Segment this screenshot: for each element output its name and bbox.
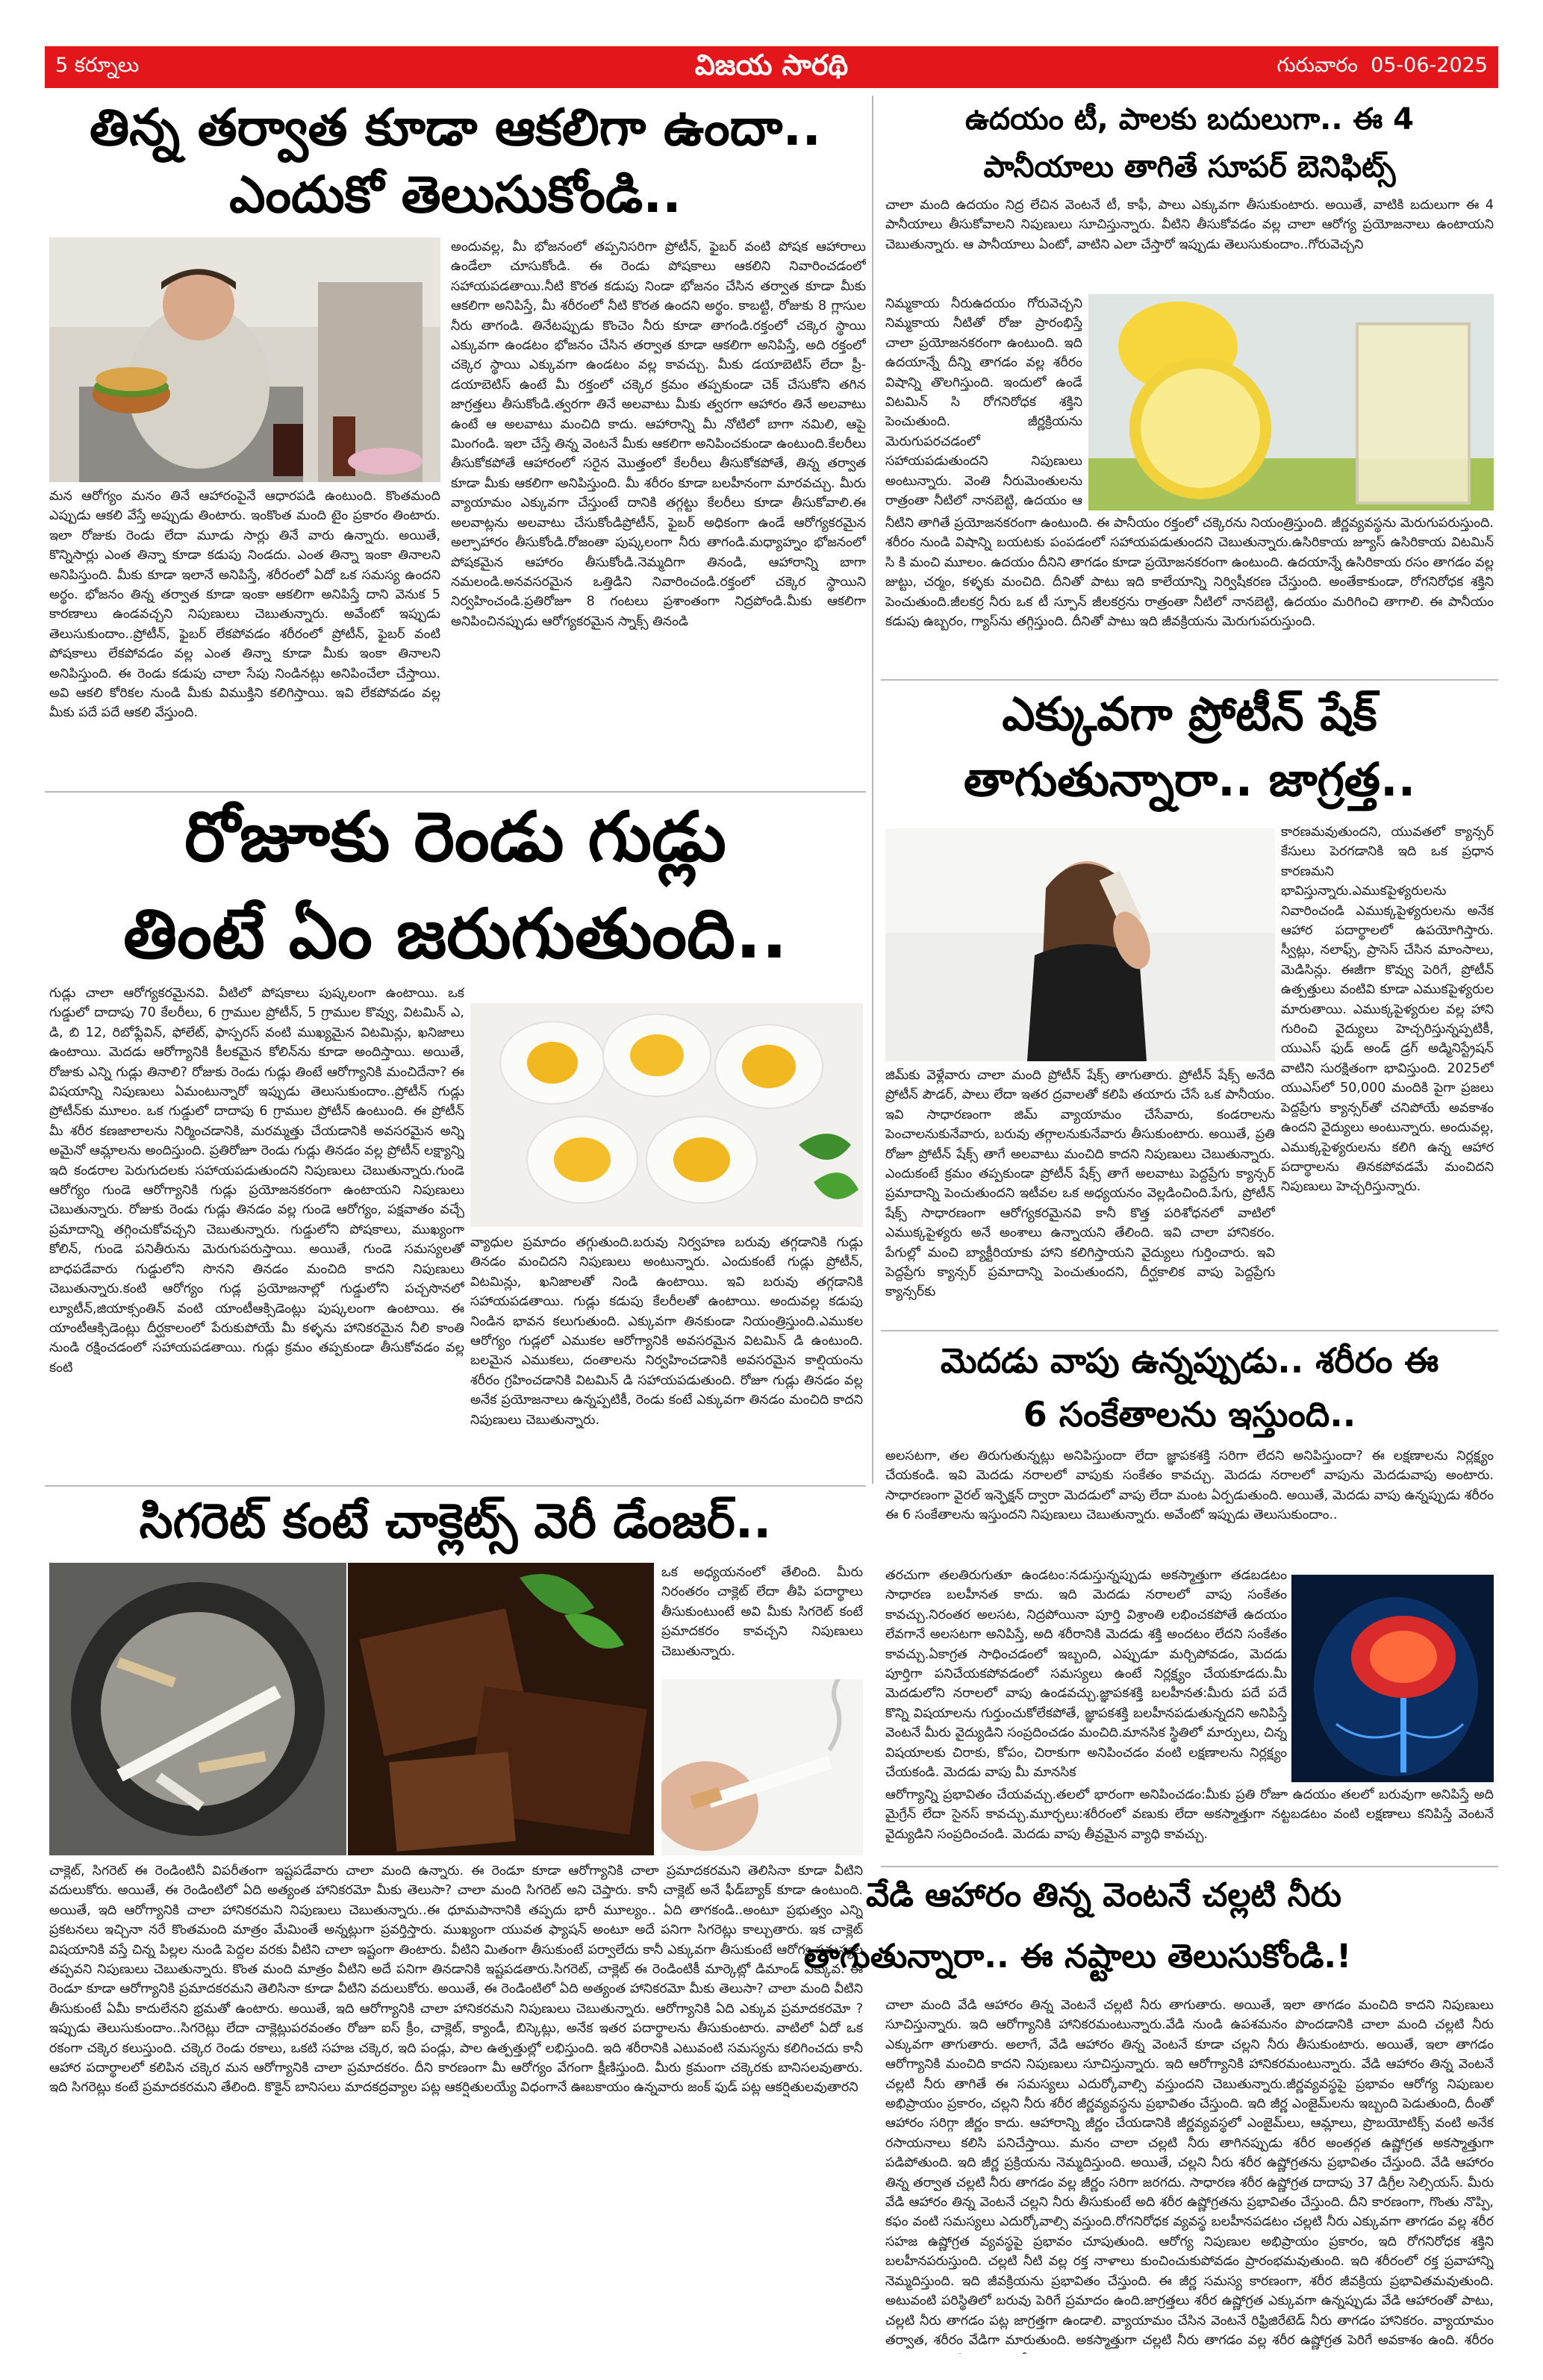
eggs-headline-2: తింటే ఏం జరుగుతుంది.. [123,894,788,974]
masthead [45,46,1498,88]
section-rule [881,1330,1498,1331]
newspaper-title: విజయ సారథి [694,49,849,81]
page-label: 5 కర్నూలు [55,54,140,77]
brain-body-left: తరచుగా తలతిరుగుతూ ఉండటం:నడుస్తున్నప్పుడు అకస్మాత్తుగా తడబడటం సాధారణ బలహీనత కాదు. ఇది మెదడు నరాలలో వాపు సంకేతం కావచ్చు.నిరంతర అలసట, నిద్రపోయినా పూర్తి విశ్రాంతి లభించకపోతే ఉదయం లేవగానే అలసటగా అనిపిస్తే, అది శరీరానికి మెదడు శక్తి అందటం లేదని సంకేతం కావచ్చు.ఏకాగ్రత సాధించడంలో ఇబ్బంది, ఎప్పుడూ మర్చిపోవడం, మెదడు పూర్తిగా పనిచేయకపోవడంలో సమస్యలు ఉంటే నిర్లక్ష్యం చేయకూడదు.మీ మెదడులోని నరాలలో వాపు ఉండవచ్చు.జ్ఞాపకశక్తి బలహీనత:మీరు పదే పదే కొన్ని విషయాలను గుర్తుంచుకోలేకపోతే, జ్ఞాపకశక్తి బలహీనపడుతున్నదని అనిపిస్తే వెంటనే మీరు వైద్యుడిని సంప్రదించడం మంచిది.మానసిక స్థితిలో మార్పులు, చిన్న విషయాలకు చిరాకు, కోపం, చిరాకుగా అనిపించడం వంటి లక్షణాలను నిర్లక్ష్యం చేయకండి. మెదడు వాపు మీ మానసిక [885,1568,1287,1781]
drinks-headline-1: ఉదయం టీ, పాలకు బదులుగా.. ఈ 4 [964,102,1414,137]
eggs-headline-1: రోజూకు రెండు గుడ్లు [184,797,726,877]
protein-headline-2: తాగుతున్నారా.. జాగ్రత్త.. [963,752,1416,807]
brain-inflammation-illustration [1291,1575,1494,1782]
woman-drinking-photo [885,828,1275,1061]
protein-headline-1: ఎక్కువగా ప్రోటీన్ షేక్ [1002,687,1377,741]
section-rule [881,1866,1498,1867]
section-rule [881,679,1498,681]
section-rule [45,1485,866,1487]
protein-body-right: కారణమవుతుందని, యువతలో క్యాన్సర్ కేసులు పెరగడానికి ఇది ఒక ప్రధాన కారణమని భావిస్తున్నారు.ఎముకపైళ్యరులను నివారించండి ఎముక్కపైళ్యరులను అనేక ఆహార పదార్థాలలో ఉపయోగిస్తారు. స్వీట్లు, నలాఫ్స్, ప్రాసెస్ చేసిన మాంసాలు, మెడిసిన్లు. ఈజీగా కొవ్వు పెరిగే, ప్రోటీన్ ఉత్పత్తులు వంటివి కూడా ఎముకపైళ్యరుల మారుతాయి. ఎముక్కపైళ్యరుల వల్ల హాని గురించి వైద్యులు హెచ్చరిస్తున్నప్పటికీ, యుఎస్ ఫుడ్ అండ్ డ్రగ్ అడ్మినిస్ట్రేషన్ వాటిని సురక్షితంగా భావిస్తుంది. 2025లో యుఎస్‌లో 50,000 మందికి పైగా ప్రజలు పెద్దప్రేగు క్యాన్సర్‌తో చనిపోయే అవకాశం ఉందని వైద్యులు అంటున్నారు. అందువల్ల, ఎముక్కపైళ్యరులను కలిగి ఉన్న ఆహార పదార్థాలను తినకపోవడమే మంచిదని నిపుణులు హెచ్చరిస్తున్నారు. [1281,825,1494,1195]
column-rule [872,96,873,1484]
chocolate-headline: సిగరెట్ కంటే చాక్లెట్స్ వెరీ డేంజర్.. [139,1494,772,1549]
brain-body-bottom: ఆరోగ్యాన్ని ప్రభావితం చేయవచ్చు.తలలో భారంగా అనిపించడం:మీకు ప్రతి రోజూ ఉదయం తలలో బరువుగా అనిపిస్తే అది మైగ్రేన్ లేదా సైనస్ కావచ్చు.మూర్ఛలు:శరీరంలో వణుకు లేదా అకస్మాత్తుగా నట్టబడటం వంటి లక్షణాలు కనిపిస్తే వెంటనే వైద్యుడిని సంప్రదించండి. మెదడు వాపు తీవ్రమైన వ్యాధి కావచ్చు. [885,1787,1494,1842]
brain-headline-1: మెదడు వాపు ఉన్నప్పుడు.. శరీరం ఈ [940,1340,1439,1381]
brain-headline-2: 6 సంకేతాలను ఇస్తుంది.. [1023,1394,1356,1434]
chocolate-side-text: ఒక అధ్యయనంలో తేలింది. మీరు నిరంతరం చాక్లెట్ లేదా తీపి పదార్థాలు తీసుకుంటుంటే అవి మీకు సిగరెట్ కంటే ప్రమాదకరం కావచ్చని నిపుణులు చెబుతున్నారు. [661,1565,863,1659]
chocolate-pieces-photo [348,1563,654,1855]
cold-water-headline-2: తాగుతున్నారా.. ఈ నష్టాలు తెలుసుకోండి.! [803,1937,1352,1975]
brain-body-top: అలసటగా, తల తిరుగుతున్నట్లు అనిపిస్తుందా లేదా జ్ఞాపకశక్తి సరిగా లేదని అనిపిస్తుందా? ఈ లక్షణాలను నిర్లక్ష్యం చేయకండి. ఇవి మెదడు నరాలలో వాపుకు సంకేతం కావచ్చు. మెదడు నరాలలో వాపును మెదడువాపు అంటారు. సాధారణంగా వైరల్ ఇన్ఫెక్షన్ ద్వారా మెదడులో వాపు లేదా మంట ఏర్పడుతుంది. అయితే, మెదడు వాపు ఉన్నప్పుడు శరీరం ఈ 6 సంకేతాలను ఇస్తుందని నిపుణులు చెబుతున్నారు. అవేంటో ఇప్పుడు తెలుసుకుందాం.. [885,1449,1494,1523]
lemon-water-photo [1088,294,1494,510]
drinks-body-left: నిమ్మకాయ నీరుఉదయం గోరువెచ్చని నిమ్మకాయ నీటితో రోజు ప్రారంభిస్తే చాలా ప్రయోజనకరంగా ఉంటుంది. ఇది ఉదయాన్నే దీన్ని తాగడం వల్ల శరీరం విషాన్ని తొలగిస్తుంది. ఇందులో ఉండే విటమిన్ సి రోగనిరోధక శక్తిని పెంచుతుంది. జీర్ణక్రియను మెరుగుపరచడంలో సహాయపడుతుందని నిపుణులు అంటున్నారు. వెంతి నీరుమెంతులను రాత్రంతా నీటిలో నానబెట్టి, ఉదయం ఆ [885,296,1082,509]
hunger-body-right: అందువల్ల, మీ భోజనంలో తప్పనిసరిగా ప్రోటీన్, ఫైబర్ వంటి పోషక ఆహారాలు ఉండేలా చూసుకోండి. ఈ రెండు పోషకాలు ఆకలిని నివారించడంలో సహాయపడతాయి.నీటి కొరత కడుపు నిండా భోజనం చేసిన తర్వాత కూడా మీకు ఆకలిగా అనిపిస్తే, మీ శరీరంలో నీటి కొరత ఉందని అర్థం. కాబట్టి, రోజుకు 8 గ్లాసుల నీరు తాగండి. తినేటప్పుడు కొంచెం నీరు కూడా తాగండి.రక్తంలో చక్కెర స్థాయి ఎక్కువగా ఉండటం భోజనం చేసిన తర్వాత కూడా ఆకలిగా అనిపిస్తే, అది రక్తంలో చక్కెర స్థాయి ఎక్కువగా ఉండటం వల్ల కావచ్చు. మీకు డయాబెటిస్ లేదా ప్రీ-డయాబెటిస్ ఉంటే మీ రక్తంలో చక్కెర క్రమం తప్పకుండా చెక్ చేసుకోని తగిన జాగ్రత్తలు తీసుకోండి.త్వరగా తినే అలవాటు మీకు త్వరగా ఆహారం తినే అలవాటు ఉంటే ఆ అలవాటు మంచిది కాదు. ఆహారాన్ని మీ నోటిలో బాగా నమిలి, ఆపై మింగండి. ఇలా చేస్తే తిన్న వెంటనే మీకు ఆకలిగా అనిపించకుండా ఉంటుంది.కేలరీలు తీసుకోకపోతే ఆహారంలో సరైన మొత్తంలో కేలరీలు తీసుకోకపోతే, తిన్న తర్వాత కూడా మీకు ఆకలిగా అనిపిస్తుంది. మీ శరీరం కూడా బలహీనంగా మారవచ్చు. మీరు వ్యాయామం ఎక్కువగా చేస్తుంటే దానికి తగ్గట్టు కేలరీలు కూడా తీసుకోవాలి.ఈ అలవాట్లను అలవాటు చేసుకోండిప్రోటీన్, ఫైబర్ అధికంగా ఉండే ఆరోగ్యకరమైన అల్పాహారం తీసుకోండి.రోజంతా పుష్కలంగా నీరు తాగండి.మధ్యాహ్నం భోజనంలో పోషకమైన ఆహారం తీసుకోండి.నెమ్మదిగా తినండి, ఆహారాన్ని బాగా నమలండి.అనవసరమైన ఒత్తిడిని నివారించండి.రక్తంలో చక్కెర స్థాయిని నిర్వహించండి.ప్రతిరోజూ 8 గంటలు ప్రశాంతంగా నిద్రపోండి.మీకు ఆకలిగా అనిపించినప్పుడు ఆరోగ్యకరమైన స్నాక్స్ తినండి [451,240,866,629]
boiled-eggs-photo [470,1003,863,1227]
drinks-body-top: చాలా మంది ఉదయం నిద్ర లేచిన వెంటనే టీ, కాఫీ, పాలు ఎక్కువగా తీసుకుంటారు. అయితే, వాటికి బదులుగా ఈ 4 పానీయాలు తీసుకోవాలని నిపుణులు సూచిస్తున్నారు. వీటిని తీసుకోవడం వల్ల చాలా ఆరోగ్య ప్రయోజనాలు ఉంటాయని చెబుతున్నారు. ఆ పానీయాలు ఏంటో, వాటిని ఎలా చేస్తారో ఇప్పుడు తెలుసుకుందాం..గోరువెచ్చని [885,198,1494,252]
cold-water-headline-1-visible: వేడి ఆహారం తిన్న వెంటనే చల్లటి నీరు [865,1876,1342,1914]
hunger-body-left: మన ఆరోగ్యం మనం తినే ఆహారంపైనే ఆధారపడి ఉంటుంది. కొంతమంది ఎప్పుడు ఆకలి వేస్తే అప్పుడు తింటారు. ఇంకొంత మంది టైం ప్రకారం తింటారు. ఇలా రోజుకు రెండు లేదా మూడు సార్లు తినే వారు ఉన్నారు. అయితే, కొన్నిసార్లు ఎంత తిన్నా కూడా కడుపు నిండదు. ఎంత తిన్నా ఇంకా తినాలని అనిపిస్తుంది. మీకు కూడా ఇలానే అనిపిస్తే, శరీరంలో ఏదో ఒక సమస్య ఉందని అర్థం. భోజనం తిన్న తర్వాత కూడా ఇంకా ఆకలిగా అనిపిస్తే దాని వెనుక 5 కారణాలు ఉండవచ్చని నిపుణులు చెబుతున్నారు. అవేంటో ఇప్పుడు తెలుసుకుందాం..ప్రోటీన్, ఫైబర్ లేకపోవడం శరీరంలో ప్రోటీన్, ఫైబర్ వంటి పోషకాలు లేకపోవడం వల్ల ఎంత తిన్నా కూడా మీకు ఇంకా తినాలని అనిపిస్తుంది. ఈ రెండు కడుపు చాలా సేపు నిండినట్లు అనిపించేలా చేస్తాయి. అవి ఆకలి కోరికల నుండి మీకు విముక్తిని కలిగిస్తాయి. ఇవి లేకపోవడం వల్ల మీకు పదే పదే ఆకలి వేస్తుంది. [49,489,440,721]
eggs-body-left: గుడ్లు చాలా ఆరోగ్యకరమైనవి. వీటిలో పోషకాలు పుష్కలంగా ఉంటాయి. ఒక గుడ్డులో దాదాపు 70 కేలరీలు, 6 గ్రాముల ప్రోటీన్, 5 గ్రాముల కొవ్వు, విటమిన్ ఎ, డి, బి 12, రిబోఫ్లేవిన్, ఫోలేట్, ఫాస్పరస్ వంటి ముఖ్యమైన విటమిన్లు, ఖనిజాలు ఉంటాయి. మెదడు ఆరోగ్యానికి కీలకమైన కోలిన్‌ను కూడా అందిస్తాయి. అయితే, రోజుకు ఎన్ని గుడ్లు తినాలి? రోజుకు రెండు గుడ్లు తింటే ఆరోగ్యానికి మంచిదేనా? ఈ విషయాన్ని నిపుణులు ఏమంటున్నారో ఇప్పుడు తెలుసుకుందాం..ప్రోటీన్ గుడ్లు ప్రోటీన్‌కు మూలం. ఒక గుడ్డులో దాదాపు 6 గ్రాముల ప్రోటీన్ ఉంటుంది. ఈ ప్రోటీన్ మీ శరీర కణజాలాలను నిర్మించడానికి, మరమ్మత్తు చేయడానికి అవసరమైన అన్ని అమైనో ఆమ్లాలను అందిస్తుంది. ప్రతిరోజూ రెండు గుడ్లు తినడం వల్ల ప్రోటీన్ లక్ష్యాన్ని ఇది కండరాల పెరుగుదలకు సహాయపడుతుందని నిపుణులు చెబుతున్నారు.గుండె ఆరోగ్యం గుండె ఆరోగ్యానికి గుడ్లు ప్రయోజనకరంగా ఉంటాయని నిపుణులు చెబుతున్నారు. రోజుకు రెండు గుడ్లు తినడం వల్ల గుండె ఆరోగ్యం, పక్షవాతం వచ్చే ప్రమాదాన్ని తగ్గించుకోవచ్చని చెబుతున్నారు. గుడ్డులోని పోషకాలు, ముఖ్యంగా కోలిన్, గుండె పనితీరును మెరుగుపరుస్తాయి. అయితే, గుండె సమస్యలతో బాధపడేవారు గుడ్డులోని సొనని తినడం మంచిది కాదని నిపుణులు చెబుతున్నారు.కంటి ఆరోగ్యం గుడ్ల ప్రయోజనాల్లో గుడ్డులోని పచ్చసొనలో ల్యూటీన్,జియాక్సంతిన్ వంటి యాంటీఆక్సిడెంట్లు పుష్కలంగా ఉంటాయి. ఈ యాంటీఆక్సిడెంట్లు దీర్ఘకాలంలో పేరుకుపోయే మీ కళ్ళను హానికరమైన నీలి కాంతి నుండి రక్షించడంలో సహాయపడతాయి. గుడ్లు క్రమం తప్పకుండా తీసుకోవడం వల్ల కంటి [49,986,464,1375]
section-rule [45,791,866,793]
drinks-body-bottom: నీటిని తాగితే ప్రయోజనకరంగా ఉంటుంది. ఈ పానీయం రక్తంలో చక్కెరను నియంత్రిస్తుంది. జీర్ణవ్యవస్థను మెరుగుపరుస్తుంది. శరీరం నుండి విషాన్ని బయటకు పంపడంలో సహాయపడుతుందని చెబుతున్నారు.ఉసిరికాయ జ్యూస్ ఉసిరికాయ విటమిన్ సి కి మంచి మూలం. ఉదయం దీనిని తాగడం కూడా ప్రయోజనకరంగా ఉంటుంది. ఉదయాన్నే ఉసిరికాయ రసం తాగడం వల్ల జుట్టు, చర్మం, కళ్ళకు మంచిది. దీనితో పాటు ఇది కాలేయాన్ని నిర్విషీకరణ చేస్తుంది. అంతేకాకుండా, రోగనిరోధక శక్తిని పెంచుతుంది.జీలకర్ర నీరు ఒక టీ స్పూన్ జీలకర్రను రాత్రంతా నీటిలో నానబెట్టి, ఉదయం మరిగించి తాగాలి. ఈ పానీయం కడుపు ఉబ్బరం, గ్యాస్‌ను తగ్గిస్తుంది. దీనితో పాటు ఇది జీవక్రియను మెరుగుపరుస్తుంది. [885,516,1494,630]
cold-water-body: చాలా మంది వేడి ఆహారం తిన్న వెంటనే చల్లటి నీరు తాగుతారు. అయితే, ఇలా తాగడం మంచిది కాదని నిపుణులు సూచిస్తున్నారు. ఇది ఆరోగ్యానికి హానికరమంటున్నారు.వేడి నుండి ఉపశమనం పొందడానికి చాలా మంది చల్లటి నీరు ఎక్కువగా తాగుతారు. అలాగే, వేడి ఆహారం తిన్న వెంటనే కూడా చల్లని నీరు తీసుకుంటారు. అయితే, ఇలా తాగడం ఆరోగ్యానికి మంచిది కాదని నిపుణులు సూచిస్తున్నారు. ఇది ఆరోగ్యానికి హానికరమంటున్నారు. వేడి ఆహారం తిన్న వెంటనే చల్లటి నీరు తాగితే ఈ సమస్యలు ఎదుర్కోవాల్సి వస్తుందని చెబుతున్నారు.జీర్ణవ్యవస్థపై ప్రభావం ఆరోగ్య నిపుణుల అభిప్రాయం ప్రకారం, చల్లని నీరు శరీర జీర్ణవ్యవస్థను ప్రభావితం చేస్తుంది. ఇది జీర్ణ ఎంజైమ్‌లను ఇబ్బంది పెడుతుంది, దీంతో ఆహారం సరిగ్గా జీర్ణం కాదు. ఆహారాన్ని జీర్ణం చేయడానికి జీర్ణవ్యవస్థలో ఎంజైమ్‌లు, ఆమ్లాలు, ప్రొబయోటిక్స్ వంటి అనేక రసాయనాలు కలిసి పనిచేస్తాయి. మనం చాలా చల్లటి నీరు తాగినప్పుడు శరీర అంతర్గత ఉష్ణోగ్రత అకస్మాత్తుగా పడిపోతుంది. ఇది జీర్ణ ప్రక్రియను నెమ్మదిస్తుంది. అయితే, చల్లని నీరు శరీర ఉష్ణోగ్రతను ప్రభావితం చేస్తుంది. వేడి ఆహారం తిన్న తర్వాత చల్లటి నీరు తాగడం వల్ల జీర్ణం సరిగా జరగదు. సాధారణ శరీర ఉష్ణోగ్రత దాదాపు 37 డిగ్రీల సెల్సియస్. మీరు వేడి ఆహారం తిన్న వెంటనే చల్లని నీరు తీసుకుంటే అది శరీర ఉష్ణోగ్రతను ప్రభావితం చేస్తుంది. దీని కారణంగా, గొంతు నొప్పి, కఫం వంటి సమస్యలు ఎదుర్కోవాల్సి వస్తుంది.రోగనిరోధక వ్యవస్థ బలహీనపడటం చల్లటి నీరు ఎక్కువగా తాగడం వల్ల శరీర సహజ ఉష్ణోగ్రత వ్యవస్థపై ప్రభావం చూపుతుంది. ఆరోగ్య నిపుణుల అభిప్రాయం ప్రకారం, ఇది రోగనిరోధక శక్తిని బలహీనపరుస్తుంది. చల్లటి నీటి వల్ల రక్త నాళాలు కుంచించుకుపోవడం ప్రారంభమవుతుంది. ఇది శరీరంలో రక్త ప్రవాహాన్ని నెమ్మదిస్తుంది. ఇది జీవక్రియను ప్రభావితం చేస్తుంది. ఈ జీర్ణ సమస్య కారణంగా, శరీర జీవక్రియ ప్రభావితమవుతుంది. అటువంటి పరిస్థితిలో బరువు పెరిగే ప్రమాదం ఉంది.జాగ్రత్తలు శరీర ఉష్ణోగ్రత ఎక్కువగా ఉన్నప్పుడు వేడి ఆహారంతో పాటు, చల్లటి నీరు తాగడం పట్ల జాగ్రత్తగా ఉండాలి. వ్యాయామం చేసిన వెంటనే రిఫ్రిజిరేటెడ్ నీరు తాగడం హానికరం. వ్యాయామం తర్వాత, శరీరం వేడిగా మారుతుంది. అకస్మాత్తుగా చల్లటి నీరు తాగడం వల్ల శరీర ఉష్ణోగ్రత పెరిగే అవకాశం ఉంది. శరీరం [885,1998,1494,2348]
cigarette-ashtray-photo [49,1563,346,1855]
man-eating-photo [49,237,440,482]
eggs-body-right: వ్యాధుల ప్రమాదం తగ్గుతుంది.బరువు నిర్వహణ బరువు తగ్గడానికి గుడ్లు తినడం మంచిదని నిపుణులు అంటున్నారు. ఎందుకంటే గుడ్లు ప్రోటీన్, విటమిన్లు, ఖనిజాలతో నిండి ఉంటాయి. ఇవి బరువు తగ్గడానికి సహాయపడతాయి. గుడ్లు కడుపు కేలరీలతో ఉంటాయి. అందువల్ల కడుపు నిండిన భావన కలుగుతుంది. ఎక్కువగా తినకుండా నియంత్రిస్తుంది.ఎముకల ఆరోగ్యం గుడ్లలో ఎముకల ఆరోగ్యానికి అవసరమైన విటమిన్ డి ఉంటుంది. బలమైన ఎముకలు, దంతాలను నిర్వహించడానికి అవసరమైన కాల్షియంను శరీరం గ్రహించడానికి విటమిన్ డి సహాయపడుతుంది. రోజూ గుడ్లు తినడం వల్ల అనేక ప్రయోజనాలు ఉన్నప్పటికీ, రెండు కంటే ఎక్కువగా తినడం మంచిది కాదని నిపుణులు చెబుతున్నారు. [470,1235,863,1428]
cigarette-hand-photo [661,1679,863,1855]
hunger-headline-1: తిన్న తర్వాత కూడా ఆకలిగా ఉందా.. [89,99,822,157]
drinks-headline-2: పానీయాలు తాగితే సూపర్ బెనిఫిట్స్ [983,150,1396,184]
protein-body-bottom: జిమ్‌కు వెళ్లేవారు చాలా మంది ప్రోటీన్ షేక్స్ తాగుతారు. ప్రోటీన్ షేక్స్ అనేది ప్రోటీన్ పౌడర్, పాలు లేదా ఇతర ద్రవాలతో కలిపి తయారు చేసే ఒక పానీయం. ఇవి సాధారణంగా జిమ్ వ్యాయామం చేసేవారు, కండరాలను పెంచాలనుకునేవారు, బరువు తగ్గాలనుకునేవారు తీసుకుంటారు. అయితే, ప్రతి రోజూ ప్రోటీన్ షేక్స్ తాగే అలవాటు మంచిది కాదని నిపుణులు చెబుతున్నారు. ఎందుకంటే క్రమం తప్పకుండా ప్రోటీన్ షేక్స్ తాగే అలవాటు పెద్దప్రేగు క్యాన్సర్ ప్రమాదాన్ని పెంచుతుందని ఇటీవల ఒక అధ్యయనం వెల్లడించింది.పేగు, ప్రోటీన్ షేక్స్ సాధారణంగా ఆరోగ్యకరమైనవి కానీ కొత్త పరిశోధనలో వాటిలో ఎముక్కపైళ్యరు అనే అంశాలు ఉన్నాయని తేలింది. ఇవి చాలా హానికరం. పేగుల్లో మంచి బ్యాక్టీరియాకు హాని కలిగిస్తాయని వైద్యులు గుర్తించారు. ఇవి పెద్దప్రేగు క్యాన్సర్ ప్రమాదాన్ని పెంచుతుందని, దీర్ఘకాలిక వాపు పెద్దప్రేగు క్యాన్సర్‌కు [885,1068,1275,1300]
chocolate-body: చాక్లెట్, సిగరెట్ ఈ రెండింటినీ విపరీతంగా ఇష్టపడేవారు చాలా మంది ఉన్నారు. ఈ రెండూ కూడా ఆరోగ్యానికి చాలా ప్రమాదకరమని తెలిసినా కూడా వీటిని వదులుకోరు. అయితే, ఈ రెండింటిలో ఏది అత్యంత హానికరమో మీకు తెలుసా? చాలా మంది సిగరెట్ అని చెప్తారు. కానీ చాక్లెట్ అనే ఫీడ్‌బ్యాక్ కూడా ఉంటుంది. అయితే, ఇది ఆరోగ్యానికి చాలా హానికరమని నిపుణులు చెబుతున్నారు..ఈ ధూమపానానికి తప్పదు భారీ మూల్యం.. ఏది తాగకండి..అంటూ ప్రభుత్వం ఎన్ని ప్రకటనలు ఇచ్చినా నరే కొంతమంది మాత్రం మేమింతే అన్నట్లుగా ప్రవర్తిస్తారు. ముఖ్యంగా యువత ఫ్యాషన్ అంటూ అదే పనిగా సిగరెట్లు కాల్చుతారు. ఇక చాక్లెట్ విషయానికి వస్తే చిన్న పిల్లల నుండి పెద్దల వరకు వీటిని చాలా ఇష్టంగా తింటారు. వీటిని మితంగా తీసుకుంటే పర్వాలేదు కానీ ఎక్కువగా తీసుకుంటే ఆరోగ్య సమస్యల తప్పవని నిపుణులు చెబుతున్నారు. కొంత మంది మాత్రం వీటిని అదే పనిగా తినడానికి ఇష్టపడతారు.సిగరెట్, చాక్లెట్ ఈ రెండింటికీ మార్కెట్లో డిమాండ్ ఎక్కువ. ఈ రెండూ కూడా ఆరోగ్యానికి ప్రమాదకరమని తెలిసినా కూడా వీటిని వదులుకోరు. అయితే, ఈ రెండింటిలో ఏది అత్యంత హానికరమో మీకు తెలుసా? చాలా మంది వీటిని తీసుకుంటే ఏమీ కాదులేనని భ్రమతో ఉంటారు. అయితే, ఇది ఆరోగ్యానికి చాలా హానికరమని నిపుణులు చెబుతున్నారు. ఆరోగ్యానికి ఏది ఎక్కువ ప్రమాదకరమో ? ఇప్పుడు తెలుసుకుందాం..సిగరెట్లు లేదా చాక్లెట్లుపరవంతం రోజూ ఐస్ క్రీం, చాక్లెట్, క్యాండీ, బిస్కెట్లు, అనేక ఇతర పదార్థాలను తీసుకుంటారు. వాటిలో ఏదో ఒక రకంగా చక్కెర కలుస్తుంది. చక్కెర రెండు రకాలు, ఒకటి సహజ చక్కెర, ఇది పండ్లు, పాల ఉత్పత్తుల్లో లభిస్తుంది. ఇది శరీరానికి ఎటువంటి సమస్యను కలిగించదు కానీ ఆహార పదార్థాలలో కలిపిన చక్కెర మన ఆరోగ్యానికి చాలా ప్రమాదకరం. దీని కారణంగా మీ ఆరోగ్యం వేగంగా క్షీణిస్తుంది. మీరు క్రమంగా చక్కెరకు బానిసలవుతారు. ఇది సిగరెట్లు కంటే ప్రమాదకరమని తేలింది. కొకైన్ బానిసలు మాదకద్రవ్యాల పట్ల ఆకర్షితులయ్యే విధంగానే ఊబకాయం ఉన్నవారు జంక్ ఫుడ్ పట్ల ఆకర్షితులవుతారని [49,1864,863,2096]
issue-date: గురువారం 05-06-2025 [1277,54,1488,77]
hunger-headline-2: ఎందుకో తెలుసుకోండి.. [229,166,682,225]
